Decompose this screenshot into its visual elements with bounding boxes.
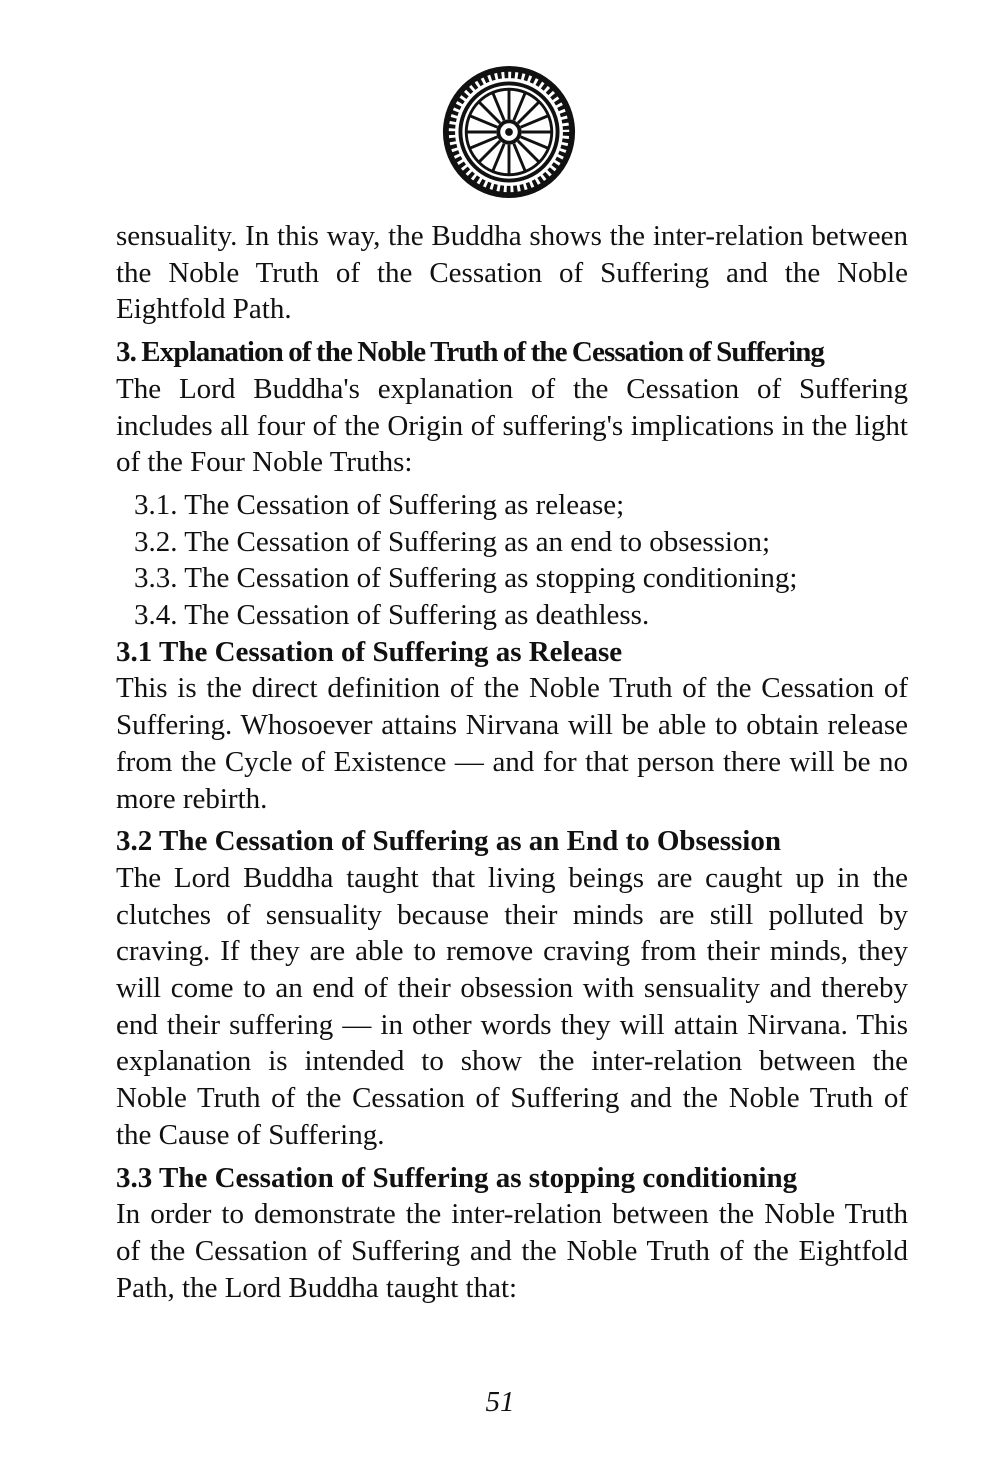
- cessation-list: [116, 487, 908, 634]
- heading-3-3: 3.3 The Cessation of Suffering as stopping conditioning: [116, 1161, 798, 1194]
- paragraph-section-3: The Lord Buddha's explanation of the Cessation of Suffering includes all four of the Origin of suffering's implications in the light of the Four Noble Truths:: [116, 372, 908, 479]
- paragraph-3-3: In order to demonstrate the inter-relation between the Noble Truth of the Cessation of Suffering and the Noble Truth of the Eightfold Path, the Lord Buddha taught that:: [116, 1198, 908, 1304]
- list-item: 3.1. The Cessation of Suffering as release;: [134, 488, 625, 521]
- paragraph-3-2: The Lord Buddha taught that living beings are caught up in the clutches of sensuality because their minds are still polluted by craving. If they are able to remove craving from their minds, they will come to an end of their obsession with sensuality and thereby end their suffering — in other words they will attain Nirvana. This explanation is intended to show the inter-relation between the Noble Truth of the Cessation of Suffering and the Noble Truth of the Cause of Suffering.: [116, 861, 908, 1151]
- heading-section-3: 3. Explanation of the Noble Truth of the Cessation of Suffering: [116, 336, 825, 369]
- paragraph-3-1: This is the direct definition of the Noble Truth of the Cessation of Suffering. Whosoever attains Nirvana will be able to obtain release from the Cycle of Existence — and for that person there will be no more rebirth.: [116, 672, 908, 815]
- heading-3-1: 3.1 The Cessation of Suffering as Release: [116, 635, 623, 668]
- heading-3-2: 3.2 The Cessation of Suffering as an End to Obsession: [116, 825, 781, 858]
- dharma-wheel-icon: [441, 64, 577, 200]
- paragraph-intro: sensuality. In this way, the Buddha shows the inter-relation between the Noble Truth of the Cessation of Suffering and the Noble Eightfold Path.: [116, 220, 908, 326]
- list-item: 3.3. The Cessation of Suffering as stopping conditioning;: [134, 562, 798, 595]
- page-number: 51: [485, 1386, 515, 1418]
- list-item: 3.2. The Cessation of Suffering as an end to obsession;: [134, 525, 771, 558]
- page-body: [116, 218, 908, 1306]
- list-item: 3.4. The Cessation of Suffering as deathless.: [134, 599, 650, 632]
